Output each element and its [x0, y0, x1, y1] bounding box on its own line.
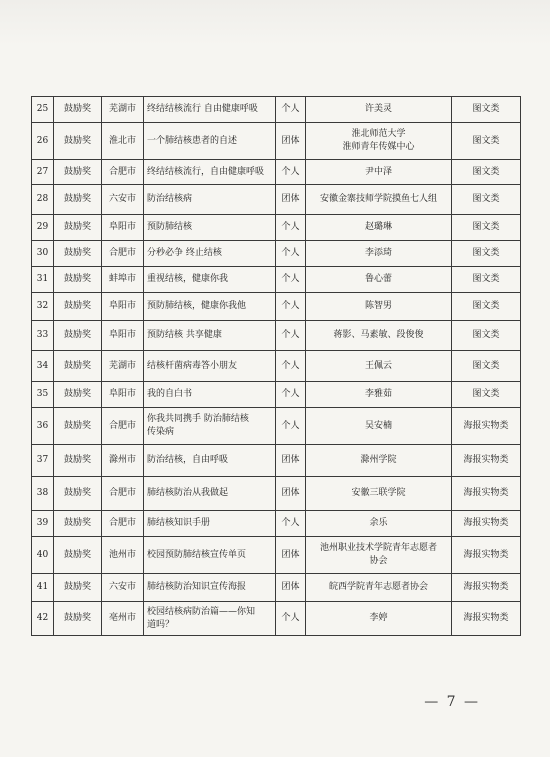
table-row	[32, 477, 521, 511]
author-cell: 陈智男	[306, 293, 452, 321]
title-cell: 分秒必争 终止结核	[144, 241, 276, 267]
title-cell: 肺结核知识手册	[144, 511, 276, 537]
author-cell: 皖西学院青年志愿者协会	[306, 574, 452, 602]
award-cell: 鼓励奖	[54, 185, 102, 215]
author-cell: 安徽金寨技师学院摸鱼七人组	[306, 185, 452, 215]
title-cell: 终结结核流行 自由健康呼吸	[144, 97, 276, 123]
award-cell: 鼓励奖	[54, 477, 102, 511]
title-cell: 一个肺结核患者的自述	[144, 123, 276, 160]
category-cell: 图文类	[452, 293, 521, 321]
entry-type-cell: 团体	[276, 123, 306, 160]
entry-type-cell: 个人	[276, 267, 306, 293]
title-cell: 预防结核 共享健康	[144, 321, 276, 351]
award-cell: 鼓励奖	[54, 267, 102, 293]
award-cell: 鼓励奖	[54, 321, 102, 351]
row-number-cell: 42	[32, 602, 54, 636]
table-row	[32, 602, 521, 636]
entry-type-cell: 个人	[276, 511, 306, 537]
row-number-cell: 28	[32, 185, 54, 215]
title-cell: 肺结核防治知识宣传海报	[144, 574, 276, 602]
awards-table	[31, 96, 521, 636]
author-cell: 赵璐琳	[306, 215, 452, 241]
table-row	[32, 241, 521, 267]
author-cell: 安徽三联学院	[306, 477, 452, 511]
award-cell: 鼓励奖	[54, 293, 102, 321]
title-cell: 防治结核病	[144, 185, 276, 215]
author-cell: 王佩云	[306, 351, 452, 382]
city-cell: 六安市	[102, 574, 144, 602]
row-number-cell: 40	[32, 537, 54, 574]
author-cell: 李添琦	[306, 241, 452, 267]
table-row	[32, 185, 521, 215]
row-number-cell: 26	[32, 123, 54, 160]
award-cell: 鼓励奖	[54, 215, 102, 241]
city-cell: 合肥市	[102, 511, 144, 537]
award-cell: 鼓励奖	[54, 97, 102, 123]
entry-type-cell: 个人	[276, 97, 306, 123]
entry-type-cell: 个人	[276, 602, 306, 636]
city-cell: 六安市	[102, 185, 144, 215]
author-cell: 滁州学院	[306, 445, 452, 477]
city-cell: 阜阳市	[102, 293, 144, 321]
author-cell: 吴安楠	[306, 408, 452, 445]
row-number-cell: 37	[32, 445, 54, 477]
author-cell: 李婷	[306, 602, 452, 636]
entry-type-cell: 个人	[276, 293, 306, 321]
city-cell: 滁州市	[102, 445, 144, 477]
row-number-cell: 39	[32, 511, 54, 537]
category-cell: 图文类	[452, 160, 521, 185]
author-cell: 余乐	[306, 511, 452, 537]
city-cell: 亳州市	[102, 602, 144, 636]
category-cell: 海报实物类	[452, 574, 521, 602]
row-number-cell: 32	[32, 293, 54, 321]
category-cell: 海报实物类	[452, 602, 521, 636]
title-cell: 重视结核，健康你我	[144, 267, 276, 293]
city-cell: 合肥市	[102, 408, 144, 445]
category-cell: 图文类	[452, 267, 521, 293]
entry-type-cell: 个人	[276, 241, 306, 267]
title-cell: 防治结核，自由呼吸	[144, 445, 276, 477]
award-cell: 鼓励奖	[54, 574, 102, 602]
city-cell: 合肥市	[102, 160, 144, 185]
entry-type-cell: 团体	[276, 477, 306, 511]
entry-type-cell: 团体	[276, 537, 306, 574]
category-cell: 海报实物类	[452, 537, 521, 574]
row-number-cell: 27	[32, 160, 54, 185]
title-cell: 终结结核流行，自由健康呼吸	[144, 160, 276, 185]
entry-type-cell: 团体	[276, 185, 306, 215]
author-cell: 池州职业技术学院青年志愿者 协会	[306, 537, 452, 574]
category-cell: 图文类	[452, 382, 521, 408]
entry-type-cell: 个人	[276, 351, 306, 382]
city-cell: 芜湖市	[102, 97, 144, 123]
category-cell: 海报实物类	[452, 408, 521, 445]
author-cell: 许美灵	[306, 97, 452, 123]
title-cell: 预防肺结核	[144, 215, 276, 241]
table-row	[32, 511, 521, 537]
row-number-cell: 29	[32, 215, 54, 241]
author-cell: 李雅茹	[306, 382, 452, 408]
award-cell: 鼓励奖	[54, 160, 102, 185]
table-row	[32, 408, 521, 445]
category-cell: 海报实物类	[452, 445, 521, 477]
author-cell: 尹中泽	[306, 160, 452, 185]
table-row	[32, 97, 521, 123]
table-row	[32, 382, 521, 408]
awards-table-body	[32, 97, 521, 636]
table-row	[32, 537, 521, 574]
table-row	[32, 160, 521, 185]
award-cell: 鼓励奖	[54, 537, 102, 574]
title-cell: 校园结核病防治篇——你知 道吗？	[144, 602, 276, 636]
entry-type-cell: 个人	[276, 382, 306, 408]
row-number-cell: 36	[32, 408, 54, 445]
category-cell: 图文类	[452, 241, 521, 267]
entry-type-cell: 团体	[276, 445, 306, 477]
award-cell: 鼓励奖	[54, 408, 102, 445]
category-cell: 海报实物类	[452, 477, 521, 511]
table-row	[32, 293, 521, 321]
title-cell: 我的自白书	[144, 382, 276, 408]
table-row	[32, 445, 521, 477]
category-cell: 海报实物类	[452, 511, 521, 537]
title-cell: 预防肺结核，健康你我他	[144, 293, 276, 321]
city-cell: 阜阳市	[102, 382, 144, 408]
category-cell: 图文类	[452, 321, 521, 351]
table-row	[32, 267, 521, 293]
row-number-cell: 33	[32, 321, 54, 351]
row-number-cell: 30	[32, 241, 54, 267]
city-cell: 池州市	[102, 537, 144, 574]
city-cell: 芜湖市	[102, 351, 144, 382]
entry-type-cell: 个人	[276, 321, 306, 351]
category-cell: 图文类	[452, 351, 521, 382]
title-cell: 结核杆菌病毒答小朋友	[144, 351, 276, 382]
row-number-cell: 34	[32, 351, 54, 382]
city-cell: 合肥市	[102, 241, 144, 267]
city-cell: 阜阳市	[102, 215, 144, 241]
city-cell: 蚌埠市	[102, 267, 144, 293]
table-row	[32, 215, 521, 241]
award-cell: 鼓励奖	[54, 123, 102, 160]
award-cell: 鼓励奖	[54, 241, 102, 267]
row-number-cell: 41	[32, 574, 54, 602]
entry-type-cell: 个人	[276, 160, 306, 185]
award-cell: 鼓励奖	[54, 602, 102, 636]
city-cell: 淮北市	[102, 123, 144, 160]
author-cell: 蒋影、马素敏、段俊俊	[306, 321, 452, 351]
city-cell: 阜阳市	[102, 321, 144, 351]
award-cell: 鼓励奖	[54, 511, 102, 537]
title-cell: 你我共同携手 防治肺结核 传染病	[144, 408, 276, 445]
city-cell: 合肥市	[102, 477, 144, 511]
table-row	[32, 351, 521, 382]
row-number-cell: 38	[32, 477, 54, 511]
author-cell: 淮北师范大学 淮师青年传媒中心	[306, 123, 452, 160]
table-row	[32, 321, 521, 351]
title-cell: 校园预防肺结核宣传单页	[144, 537, 276, 574]
category-cell: 图文类	[452, 215, 521, 241]
entry-type-cell: 个人	[276, 408, 306, 445]
entry-type-cell: 团体	[276, 574, 306, 602]
table-row	[32, 123, 521, 160]
table-row	[32, 574, 521, 602]
author-cell: 鲁心蕾	[306, 267, 452, 293]
row-number-cell: 25	[32, 97, 54, 123]
award-cell: 鼓励奖	[54, 382, 102, 408]
category-cell: 图文类	[452, 97, 521, 123]
title-cell: 肺结核防治从我做起	[144, 477, 276, 511]
category-cell: 图文类	[452, 123, 521, 160]
row-number-cell: 31	[32, 267, 54, 293]
page-number: — 7 —	[424, 694, 480, 710]
category-cell: 图文类	[452, 185, 521, 215]
award-cell: 鼓励奖	[54, 351, 102, 382]
award-cell: 鼓励奖	[54, 445, 102, 477]
row-number-cell: 35	[32, 382, 54, 408]
entry-type-cell: 个人	[276, 215, 306, 241]
